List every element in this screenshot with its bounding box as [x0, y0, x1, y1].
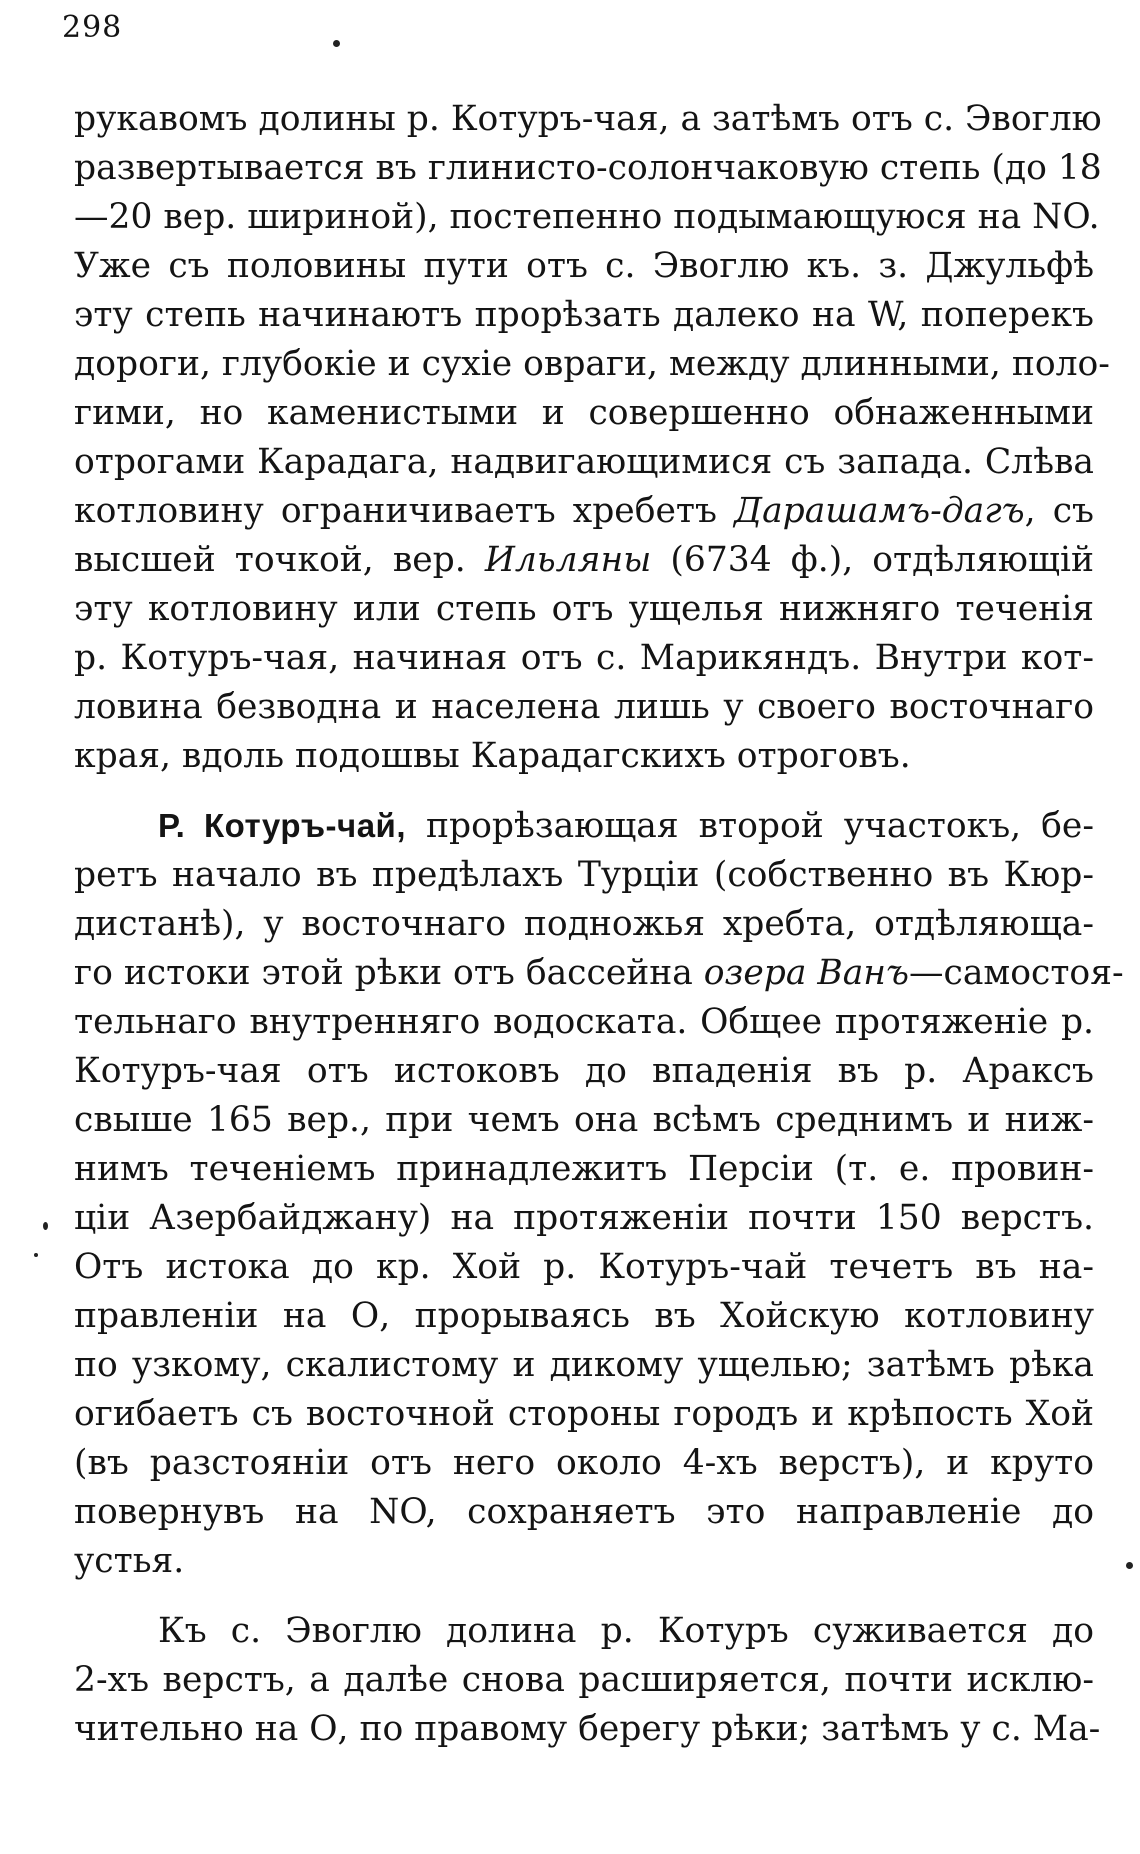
text-run: прорѣзающая второй участокъ, бе-	[406, 806, 1094, 846]
text-run: ціи Азербайджану) на протяженіи почти 150 верстъ.	[74, 1198, 1094, 1238]
text-run: Уже съ половины пути отъ с. Эвоглю къ. з. Джульфѣ	[74, 246, 1094, 286]
text-line	[74, 1389, 1094, 1439]
text-line	[74, 1438, 1094, 1488]
text-run: тельнаго внутренняго водоската. Общее протяженіе р.	[74, 1002, 1094, 1042]
text-line	[74, 339, 1110, 389]
text-line	[74, 143, 1102, 193]
text-line	[74, 437, 1094, 487]
text-line	[74, 290, 1094, 340]
italic-place-name: Ильляны	[484, 540, 652, 580]
text-run: —самостоя-	[909, 953, 1124, 993]
text-line	[74, 94, 1102, 144]
text-run: —20 вер. шириной), постепенно подымающуюся на NO.	[74, 197, 1100, 237]
text-line	[74, 1536, 1094, 1586]
text-line	[158, 801, 1094, 851]
text-run: р. Котуръ-чая, начиная отъ с. Марикяндъ. Внутри кот-	[74, 638, 1094, 678]
text-run: Къ с. Эвоглю долина р. Котуръ суживается до	[158, 1611, 1094, 1651]
text-line	[74, 1291, 1094, 1341]
text-line	[74, 388, 1094, 438]
text-run: чительно на О, по правому берегу рѣки; затѣмъ у с. Ма-	[74, 1709, 1101, 1749]
ink-speck	[1126, 1562, 1133, 1569]
text-run: ретъ начало въ предѣлахъ Турціи (собственно въ Кюр-	[74, 855, 1094, 895]
text-run: по узкому, скалистому и дикому ущелью; затѣмъ рѣка	[74, 1345, 1094, 1385]
text-line	[74, 486, 1094, 536]
text-run: го истоки этой рѣки отъ бассейна	[74, 953, 704, 993]
italic-place-name: озера Ванъ	[703, 953, 910, 993]
text-run: свыше 165 вер., при чемъ она всѣмъ среднимъ и ниж-	[74, 1100, 1094, 1140]
text-line	[158, 1606, 1094, 1656]
text-line	[74, 682, 1094, 732]
text-line	[74, 899, 1094, 949]
text-run: Отъ истока до кр. Хой р. Котуръ-чай течетъ въ на-	[74, 1247, 1094, 1287]
text-run: рукавомъ долины р. Котуръ-чая, а затѣмъ отъ с. Эвоглю	[74, 99, 1102, 139]
text-run: котловину ограничиваетъ хребетъ	[74, 491, 735, 531]
text-line	[74, 192, 1100, 242]
text-line	[74, 241, 1094, 291]
text-line	[74, 1655, 1094, 1705]
text-line	[74, 948, 1124, 998]
text-line	[74, 1095, 1094, 1145]
text-run: развертывается въ глинисто-солончаковую степь (до 18	[74, 148, 1102, 188]
text-line	[74, 1242, 1094, 1292]
text-run: правленіи на О, прорываясь въ Хойскую котловину	[74, 1296, 1094, 1336]
text-line	[74, 1046, 1094, 1096]
section-heading-run-in: Р. Котуръ-чай,	[158, 807, 407, 844]
text-run: 2-хъ верстъ, а далѣе снова расширяется, почти исклю-	[74, 1660, 1094, 1700]
text-run: высшей точкой, вер.	[74, 540, 485, 580]
text-run: повернувъ на NO, сохраняетъ это направленіе до	[74, 1492, 1094, 1532]
text-line	[74, 1487, 1094, 1537]
text-line	[74, 731, 1094, 781]
text-run: ловина безводна и населена лишь у своего восточнаго	[74, 687, 1094, 727]
text-run: гими, но каменистыми и совершенно обнаженными	[74, 393, 1094, 433]
text-line	[74, 633, 1094, 683]
text-line	[74, 1193, 1094, 1243]
text-line	[74, 850, 1094, 900]
text-line	[74, 584, 1094, 634]
page-number: 298	[62, 10, 123, 45]
ink-speck	[333, 40, 340, 47]
text-line	[74, 535, 1094, 585]
text-run: эту котловину или степь отъ ущелья нижняго теченія	[74, 589, 1094, 629]
text-run: Котуръ-чая отъ истоковъ до впаденія въ р. Араксъ	[74, 1051, 1094, 1091]
text-run: (6734 ф.), отдѣляющій	[651, 540, 1094, 580]
text-line	[74, 1340, 1094, 1390]
text-run: устья.	[74, 1541, 185, 1581]
ink-speck	[34, 1253, 38, 1257]
text-run: дороги, глубокіе и сухіе овраги, между длинными, поло-	[74, 344, 1110, 384]
text-run: огибаетъ съ восточной стороны городъ и крѣпость Хой	[74, 1394, 1094, 1434]
text-run: , съ	[1024, 491, 1094, 531]
text-line	[74, 1704, 1101, 1754]
italic-place-name: Дарашамъ-дагъ	[734, 491, 1025, 531]
text-run: эту степь начинаютъ прорѣзать далеко на W, поперекъ	[74, 295, 1094, 335]
text-line	[74, 997, 1094, 1047]
ink-speck	[43, 1222, 48, 1230]
text-line	[74, 1144, 1094, 1194]
text-run: края, вдоль подошвы Карадагскихъ отроговъ.	[74, 736, 911, 776]
text-run: дистанѣ), у восточнаго подножья хребта, отдѣляюща-	[74, 904, 1094, 944]
text-run: отрогами Карадага, надвигающимися съ запада. Слѣва	[74, 442, 1094, 482]
text-run: нимъ теченіемъ принадлежитъ Персіи (т. е. провин-	[74, 1149, 1094, 1189]
text-run: (въ разстояніи отъ него около 4-хъ верстъ), и круто	[74, 1443, 1094, 1483]
